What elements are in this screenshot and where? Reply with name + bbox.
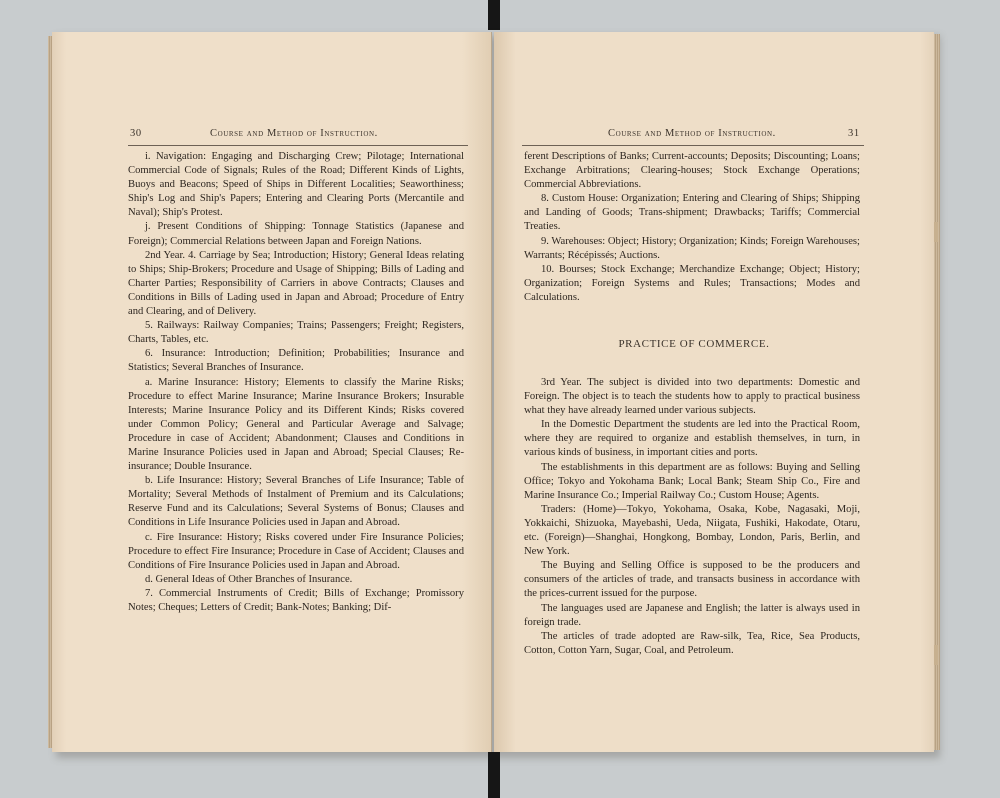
paragraph: The Buying and Selling Office is supposed to be the producers and consumers of the articles of trade, and transacts business in accordance with the prices-current issued for the purpose. [524,560,860,600]
bookmark-tab-bottom [488,752,500,798]
paragraph: c. Fire Insurance: History; Risks covered under Fire Insurance Policies; Procedure to effect Fire Insurance; Procedure in Case of Accident; Clauses and Conditions of Fire Insurance Policies used in Japan and Abroad. [128,531,464,571]
body-text [128,150,464,615]
bookmark-tab-top [488,0,500,30]
paragraph: The languages used are Japanese and English; the latter is always used in foreign trade. [524,602,860,628]
paragraph: 5. Railways: Railway Companies; Trains; Passengers; Freight; Registers, Charts, Tables, etc. [128,320,464,346]
paragraph: Traders: (Home)—Tokyo, Yokohama, Osaka, Kobe, Nagasaki, Moji, Yokkaichi, Shizuoka, Mayebashi, Ueda, Niigata, Fushiki, Hakodate, Otaru, etc. (Foreign)—Shanghai, Hongkong, Bombay, London, Paris, Berlin, and New York. [524,503,860,558]
paragraph: j. Present Conditions of Shipping: Tonnage Statistics (Japanese and Foreign); Commercial Relations between Japan and Foreign Nations. [128,221,464,247]
paragraph: The articles of trade adopted are Raw-silk, Tea, Rice, Sea Products, Cotton, Cotton Yarn, Sugar, Coal, and Petroleum. [524,630,860,656]
paragraph: i. Navigation: Engaging and Discharging Crew; Pilotage; International Commercial Code of Signals; Rules of the Road; Different Kinds of Lights, Buoys and Beacons; Speed of Ships in Different Localities; Seaworthiness; Ship's Log and Ship's Papers; Entering and Clearing Ports (Mercantile and Naval); Ship's Protest. [128,151,464,219]
paragraph: 7. Commercial Instruments of Credit; Bills of Exchange; Promissory Notes; Cheques; Letters of Credit; Bank-Notes; Banking; Dif- [128,587,464,613]
paragraph: 9. Warehouses: Object; History; Organization; Kinds; Foreign Warehouses; Warrants; Récépissés; Auctions. [524,235,860,261]
paragraph: 8. Custom House: Organization; Entering and Clearing of Ships; Shipping and Landing of Goods; Trans-shipment; Drawbacks; Tariffs; Commercial Treaties. [524,193,860,233]
paragraph: 10. Bourses; Stock Exchange; Merchandize Exchange; Object; History; Organization; Foreign Systems and Rules; Transactions; Modes and Calculations. [524,263,860,303]
paragraph: ferent Descriptions of Banks; Current-accounts; Deposits; Discounting; Loans; Exchange Arbitrations; Clearing-houses; Stock Exchange Operations; Commercial Abbreviations. [524,151,860,191]
page-number: 31 [848,128,860,139]
paragraph: 6. Insurance: Introduction; Definition; Probabilities; Insurance and Statistics; Several Branches of Insurance. [128,348,464,374]
right-page [494,32,934,752]
body-text [524,150,860,305]
paragraph: 2nd Year. 4. Carriage by Sea; Introduction; History; General Ideas relating to Ships; Ship-Brokers; Procedure and Usage of Shipping; Bills of Lading and Charter Parties; Responsibility of Carriers in above Contracts; Clauses and Conditions in Bills of Lading used in Japan and Abroad; Procedure of Entry and Clearing, and of Delivery. [128,249,464,318]
paragraph: 3rd Year. The subject is divided into two departments: Domestic and Foreign. The object is to teach the students how to apply to practical business what they have already learned under various subjects. [524,377,860,417]
page-number: 30 [130,128,142,139]
header-rule [522,145,864,146]
running-head: Course and Method of Instruction. [608,128,776,139]
paragraph: The establishments in this department are as follows: Buying and Selling Office; Tokyo and Yokohama Bank; Local Bank; Steam Ship Co., Fire and Marine Insurance Co.; Imperial Railway Co.; Custom House; Agents. [524,461,860,501]
paragraph: a. Marine Insurance: History; Elements to classify the Marine Risks; Procedure to effect Marine Insurance; Marine Insurance Brokers; Insurable Interests; Marine Insurance Policy and its Different Kinds; Risks covered under Common Policy; General and Particular Average and Salvage; Procedure in case of Accident; Abandonment; Clauses and Conditions in Marine Insurance Policies used in Japan and Abroad; Special Clauses; Re-insurance; Double Insurance. [128,376,464,473]
body-text [524,376,860,658]
paragraph: d. General Ideas of Other Branches of Insurance. [144,573,353,585]
running-head: Course and Method of Instruction. [210,128,378,139]
left-page [52,32,492,752]
section-title: PRACTICE OF COMMERCE. [618,338,770,350]
paragraph: In the Domestic Department the students are led into the Practical Room, where they are required to organize and establish themselves, in turn, in various kinds of business, in important cities and ports. [524,419,860,459]
paragraph: b. Life Insurance: History; Several Branches of Life Insurance; Table of Mortality; Several Methods of Instalment of Premium and its Calculations; Reserve Fund and its Calculations; Several Systems of Bonus; Clauses and Conditions in Life Insurance Policies used in Japan and Abroad. [128,475,464,529]
header-rule [128,145,468,146]
